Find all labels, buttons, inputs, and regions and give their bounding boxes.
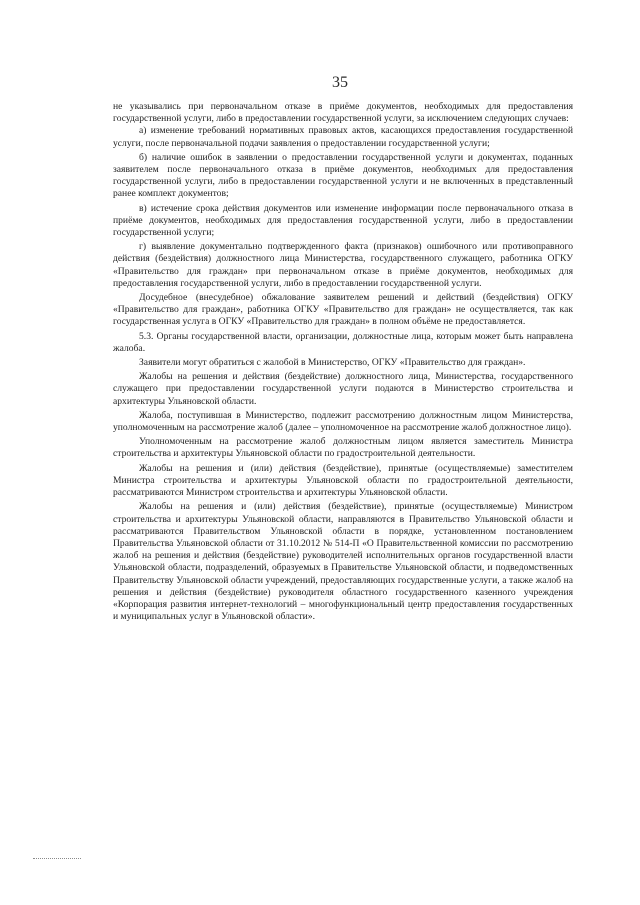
paragraph-authorized-official: Уполномоченным на рассмотрение жалоб должностным лицом является заместитель Министра строительства и архитектуры Ульяновской области по градостроительной деятельности. <box>113 436 573 460</box>
paragraph-minister-complaints: Жалобы на решения и (или) действия (бездействие), принятые (осуществляемые) Министром строительства и архитектуры Ульяновской области, направляются в Правительство Ульяновской области и рассматриваются Правительством Ульяновской области в порядке, установленном постановлением Правительства Ульяновской области от 31.10.2012 № 514-П «О Правительственной комиссии по рассмотрению жалоб на решения и действия (бездействие) руководителей исполнительных органов государственной власти Ульяновской области, подразделений, образуемых в Правительстве Ульяновской области, и подведомственных Правительству Ульяновской области учреждений, предоставляющих государственные услуги, а также жалоб на решения и действия (бездействие) руководителя областного государственного казенного учреждения «Корпорация развития интернет-технологий – многофункциональный центр предоставления государственных и муниципальных услуг в Ульяновской области». <box>113 501 573 623</box>
paragraph-pretrial-appeal: Досудебное (внесудебное) обжалование заявителем решений и действий (бездействия) ОГКУ «Правительство для граждан», работника ОГКУ «Правительство для граждан» не осуществляется, так как государственная услуга в ОГКУ «Правительство для граждан» в полном объёме не предоставляется. <box>113 292 573 328</box>
footer-dotted-line <box>33 858 81 859</box>
paragraph-complaints-ministry: Жалобы на решения и действия (бездействие) должностного лица, Министерства, государственного служащего при предоставлении государственной услуги подаются в Министерство строительства и архитектуры Ульяновской области. <box>113 371 573 407</box>
paragraph-applicants: Заявители могут обратиться с жалобой в Министерство, ОГКУ «Правительство для граждан». <box>139 357 526 369</box>
paragraph-section-5-3: 5.3. Органы государственной власти, организации, должностные лица, которым может быть направлена жалоба. <box>113 330 573 354</box>
paragraph-complaint-review: Жалоба, поступившая в Министерство, подлежит рассмотрению должностным лицом Министерства, уполномоченным на рассмотрение жалоб (далее – уполномоченное на рассмотрение жалоб должностное лицо). <box>113 409 573 434</box>
paragraph-continuation: не указывались при первоначальном отказе в приёме документов, необходимых для предоставления государственной услуги, либо в предоставлении государственной услуги, за исключением следующих случаев: <box>113 101 573 125</box>
paragraph-item-v: в) истечение срока действия документов или изменение информации после первоначального отказа в приёме документов, необходимых для предоставления государственной услуги, либо в предоставлении государственной услуги; <box>113 202 573 239</box>
document-body <box>113 101 573 623</box>
paragraph-item-g: г) выявление документально подтвержденного факта (признаков) ошибочного или противоправного действия (бездействия) должностного лица Министерства, государственного служащего, работника ОГКУ «Правительство для граждан» при первоначальном отказе в приёме документов, необходимых для предоставления государственной услуги, либо в предоставлении государственной услуги. <box>113 241 573 289</box>
page-number: 35 <box>332 74 348 91</box>
paragraph-item-a: а) изменение требований нормативных правовых актов, касающихся предоставления государственной услуги, после первоначальной подачи заявления о предоставлении государственной услуги; <box>113 125 573 149</box>
paragraph-item-b: б) наличие ошибок в заявлении о предоставлении государственной услуги и документах, поданных заявителем после первоначального отказа в приёме документов, необходимых для предоставления государственной услуги, либо в предоставлении государственной услуги и не включенных в представленный ранее комплект документов; <box>113 151 573 200</box>
paragraph-deputy-minister-complaints: Жалобы на решения и (или) действия (бездействие), принятые (осуществляемые) заместителем Министра строительства и архитектуры Ульяновской области по градостроительной деятельности, рассматриваются Министром строительства и архитектуры Ульяновской области. <box>113 462 573 499</box>
